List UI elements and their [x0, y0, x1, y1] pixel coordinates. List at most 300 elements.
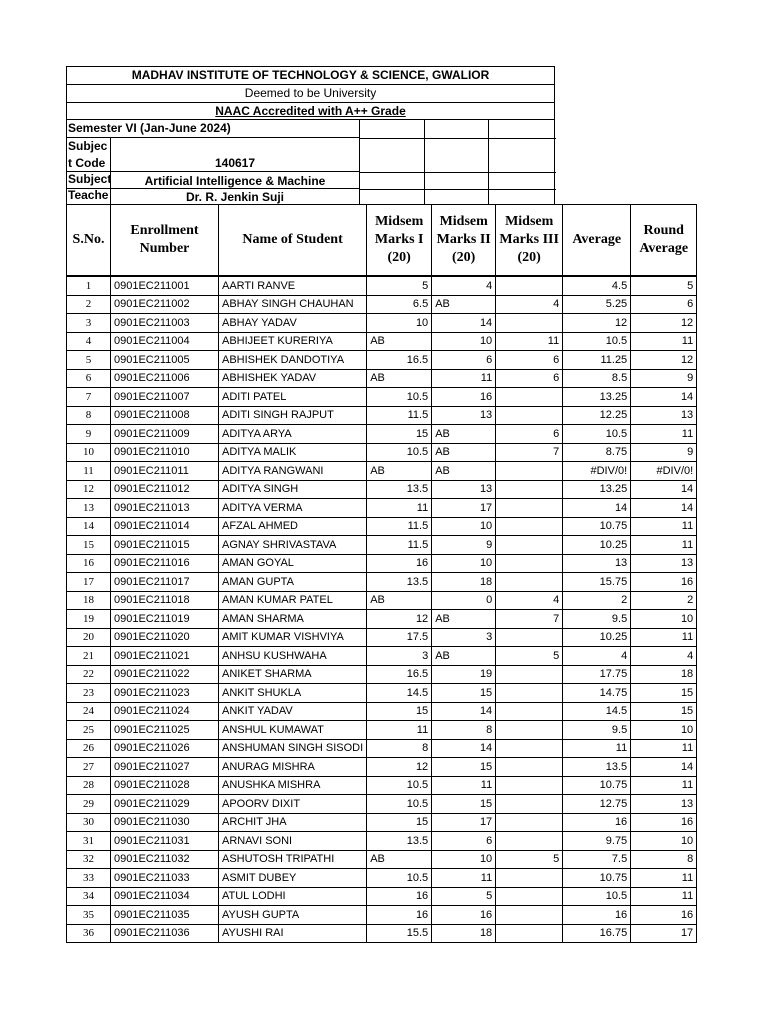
cell-midsem-3: 6 [496, 369, 563, 388]
cell-midsem-2: AB [432, 425, 496, 444]
cell-midsem-3 [496, 739, 563, 758]
table-row [67, 425, 697, 444]
cell-name: ARCHIT JHA [219, 813, 367, 832]
cell-name: ABHIJEET KURERIYA [219, 332, 367, 351]
cell-midsem-3: 4 [496, 591, 563, 610]
table-row [67, 739, 697, 758]
cell-sno: 3 [67, 314, 111, 333]
cell-midsem-1: AB [367, 850, 432, 869]
cell-sno: 15 [67, 536, 111, 555]
table-row [67, 351, 697, 370]
cell-midsem-1: AB [367, 462, 432, 481]
cell-sno: 13 [67, 499, 111, 518]
cell-midsem-2: 18 [432, 573, 496, 592]
cell-midsem-2: 16 [432, 906, 496, 925]
cell-sno: 34 [67, 887, 111, 906]
cell-round-average: 9 [631, 369, 697, 388]
cell-average: 10.5 [563, 887, 631, 906]
cell-name: ASHUTOSH TRIPATHI [219, 850, 367, 869]
cell-midsem-3 [496, 314, 563, 333]
cell-sno: 28 [67, 776, 111, 795]
col-header-round-average: Round Average [631, 205, 697, 277]
table-row [67, 665, 697, 684]
cell-midsem-3 [496, 536, 563, 555]
table-row [67, 795, 697, 814]
cell-round-average: 14 [631, 499, 697, 518]
cell-round-average: 6 [631, 295, 697, 314]
cell-sno: 35 [67, 906, 111, 925]
cell-round-average: 4 [631, 647, 697, 666]
cell-sno: 5 [67, 351, 111, 370]
cell-enrollment: 0901EC211034 [111, 887, 219, 906]
cell-average: 5.25 [563, 295, 631, 314]
table-row [67, 721, 697, 740]
cell-midsem-3 [496, 462, 563, 481]
cell-enrollment: 0901EC211024 [111, 702, 219, 721]
cell-midsem-1: 14.5 [367, 684, 432, 703]
cell-midsem-2: 19 [432, 665, 496, 684]
cell-sno: 17 [67, 573, 111, 592]
cell-midsem-2: 14 [432, 314, 496, 333]
cell-enrollment: 0901EC211019 [111, 610, 219, 629]
cell-midsem-3 [496, 906, 563, 925]
cell-enrollment: 0901EC211006 [111, 369, 219, 388]
cell-round-average: 11 [631, 332, 697, 351]
table-row [67, 462, 697, 481]
cell-midsem-1: 10.5 [367, 388, 432, 407]
cell-enrollment: 0901EC211023 [111, 684, 219, 703]
cell-sno: 29 [67, 795, 111, 814]
cell-midsem-2: 18 [432, 924, 496, 943]
table-row [67, 276, 697, 295]
col-header-sno: S.No. [67, 205, 111, 277]
cell-midsem-1: 11 [367, 721, 432, 740]
cell-midsem-3 [496, 758, 563, 777]
cell-enrollment: 0901EC211036 [111, 924, 219, 943]
cell-midsem-2: 17 [432, 499, 496, 518]
table-row [67, 647, 697, 666]
divider [359, 138, 556, 139]
cell-average: 4 [563, 647, 631, 666]
cell-sno: 4 [67, 332, 111, 351]
cell-name: ADITYA VERMA [219, 499, 367, 518]
cell-name: ANIKET SHARMA [219, 665, 367, 684]
cell-midsem-1: 10.5 [367, 795, 432, 814]
cell-enrollment: 0901EC211032 [111, 850, 219, 869]
table-row [67, 832, 697, 851]
cell-midsem-1: 10 [367, 314, 432, 333]
cell-name: ABHAY YADAV [219, 314, 367, 333]
cell-round-average: 11 [631, 776, 697, 795]
cell-name: APOORV DIXIT [219, 795, 367, 814]
cell-average: 2 [563, 591, 631, 610]
table-row [67, 332, 697, 351]
cell-round-average: 16 [631, 906, 697, 925]
cell-midsem-3 [496, 924, 563, 943]
cell-average: 13.5 [563, 758, 631, 777]
cell-average: 13.25 [563, 388, 631, 407]
info-block [66, 119, 555, 204]
university-status: Deemed to be University [66, 84, 555, 102]
cell-midsem-3 [496, 776, 563, 795]
cell-average: 10.75 [563, 776, 631, 795]
table-row [67, 610, 697, 629]
cell-round-average: 11 [631, 739, 697, 758]
cell-enrollment: 0901EC211014 [111, 517, 219, 536]
cell-sno: 32 [67, 850, 111, 869]
cell-round-average: 11 [631, 869, 697, 888]
cell-enrollment: 0901EC211033 [111, 869, 219, 888]
cell-average: 17.75 [563, 665, 631, 684]
cell-round-average: 13 [631, 795, 697, 814]
cell-midsem-2: 15 [432, 795, 496, 814]
cell-sno: 11 [67, 462, 111, 481]
cell-sno: 23 [67, 684, 111, 703]
subject-code-label-line2: t Code [68, 156, 106, 170]
cell-midsem-1: 13.5 [367, 573, 432, 592]
semester-label: Semester VI (Jan-June 2024) [68, 121, 231, 135]
cell-average: 10.25 [563, 628, 631, 647]
cell-sno: 18 [67, 591, 111, 610]
institute-title: MADHAV INSTITUTE OF TECHNOLOGY & SCIENCE, GWALIOR [66, 66, 555, 84]
cell-enrollment: 0901EC211022 [111, 665, 219, 684]
cell-average: 9.75 [563, 832, 631, 851]
cell-name: ANSHUMAN SINGH SISODI [219, 739, 367, 758]
cell-round-average: 8 [631, 850, 697, 869]
table-row [67, 591, 697, 610]
divider [359, 172, 556, 173]
cell-midsem-3 [496, 554, 563, 573]
cell-enrollment: 0901EC211035 [111, 906, 219, 925]
cell-sno: 27 [67, 758, 111, 777]
cell-midsem-3: 6 [496, 425, 563, 444]
cell-name: ADITYA SINGH [219, 480, 367, 499]
divider [488, 120, 489, 205]
cell-enrollment: 0901EC211031 [111, 832, 219, 851]
cell-midsem-3 [496, 480, 563, 499]
cell-round-average: 10 [631, 610, 697, 629]
cell-midsem-2: 13 [432, 480, 496, 499]
cell-round-average: #DIV/0! [631, 462, 697, 481]
cell-name: ANHSU KUSHWAHA [219, 647, 367, 666]
cell-midsem-2: 13 [432, 406, 496, 425]
cell-sno: 16 [67, 554, 111, 573]
cell-midsem-3 [496, 721, 563, 740]
marks-table [66, 204, 697, 943]
table-row [67, 813, 697, 832]
cell-midsem-2: 14 [432, 702, 496, 721]
col-header-enrollment: Enrollment Number [111, 205, 219, 277]
col-header-name: Name of Student [219, 205, 367, 277]
cell-average: 16.75 [563, 924, 631, 943]
cell-name: ADITI SINGH RAJPUT [219, 406, 367, 425]
cell-enrollment: 0901EC211021 [111, 647, 219, 666]
cell-midsem-1: 12 [367, 758, 432, 777]
cell-round-average: 17 [631, 924, 697, 943]
col-header-midsem-2: Midsem Marks II (20) [432, 205, 496, 277]
cell-midsem-1: 16.5 [367, 351, 432, 370]
cell-midsem-1: 8 [367, 739, 432, 758]
cell-midsem-1: 15 [367, 813, 432, 832]
col-header-midsem-1: Midsem Marks I (20) [367, 205, 432, 277]
cell-enrollment: 0901EC211008 [111, 406, 219, 425]
cell-name: ANSHUL KUMAWAT [219, 721, 367, 740]
cell-name: ADITYA RANGWANI [219, 462, 367, 481]
cell-sno: 10 [67, 443, 111, 462]
cell-average: 10.5 [563, 332, 631, 351]
cell-enrollment: 0901EC211020 [111, 628, 219, 647]
cell-midsem-1: 5 [367, 276, 432, 295]
cell-midsem-1: 15 [367, 702, 432, 721]
cell-average: 12.75 [563, 795, 631, 814]
cell-midsem-3 [496, 573, 563, 592]
cell-midsem-3 [496, 832, 563, 851]
table-row [67, 388, 697, 407]
cell-name: ANKIT YADAV [219, 702, 367, 721]
cell-average: 9.5 [563, 721, 631, 740]
cell-midsem-1: 11.5 [367, 517, 432, 536]
cell-enrollment: 0901EC211005 [111, 351, 219, 370]
cell-average: 16 [563, 813, 631, 832]
subject-code-cell [111, 138, 359, 172]
cell-round-average: 5 [631, 276, 697, 295]
cell-midsem-1: 11.5 [367, 536, 432, 555]
cell-midsem-3 [496, 499, 563, 518]
cell-enrollment: 0901EC211030 [111, 813, 219, 832]
divider [359, 120, 360, 205]
cell-midsem-1: 12 [367, 610, 432, 629]
cell-midsem-1: 16 [367, 554, 432, 573]
cell-sno: 1 [67, 276, 111, 295]
cell-enrollment: 0901EC211009 [111, 425, 219, 444]
cell-average: 4.5 [563, 276, 631, 295]
cell-midsem-2: AB [432, 610, 496, 629]
cell-name: AMAN SHARMA [219, 610, 367, 629]
cell-average: 10.75 [563, 869, 631, 888]
table-row [67, 628, 697, 647]
cell-midsem-2: 14 [432, 739, 496, 758]
cell-round-average: 10 [631, 721, 697, 740]
table-row [67, 776, 697, 795]
cell-average: 12 [563, 314, 631, 333]
cell-sno: 2 [67, 295, 111, 314]
table-row [67, 573, 697, 592]
cell-name: AMAN GOYAL [219, 554, 367, 573]
cell-round-average: 18 [631, 665, 697, 684]
cell-midsem-2: 11 [432, 369, 496, 388]
cell-enrollment: 0901EC211004 [111, 332, 219, 351]
cell-enrollment: 0901EC211002 [111, 295, 219, 314]
cell-enrollment: 0901EC211015 [111, 536, 219, 555]
cell-name: ATUL LODHI [219, 887, 367, 906]
cell-round-average: 11 [631, 628, 697, 647]
cell-midsem-3 [496, 665, 563, 684]
cell-average: 12.25 [563, 406, 631, 425]
cell-average: 7.5 [563, 850, 631, 869]
cell-midsem-2: 10 [432, 517, 496, 536]
cell-enrollment: 0901EC211025 [111, 721, 219, 740]
cell-average: 10.25 [563, 536, 631, 555]
cell-midsem-1: 17.5 [367, 628, 432, 647]
cell-round-average: 13 [631, 406, 697, 425]
cell-midsem-3 [496, 406, 563, 425]
cell-midsem-3: 5 [496, 850, 563, 869]
cell-midsem-1: 13.5 [367, 832, 432, 851]
cell-name: AFZAL AHMED [219, 517, 367, 536]
table-row [67, 517, 697, 536]
cell-midsem-1: 11.5 [367, 406, 432, 425]
cell-name: AYUSHI RAI [219, 924, 367, 943]
cell-sno: 22 [67, 665, 111, 684]
subject-code-label [67, 138, 111, 172]
cell-midsem-3 [496, 388, 563, 407]
cell-midsem-1: 11 [367, 499, 432, 518]
cell-average: 14.75 [563, 684, 631, 703]
cell-name: ABHISHEK DANDOTIYA [219, 351, 367, 370]
cell-round-average: 11 [631, 517, 697, 536]
cell-midsem-1: 15 [367, 425, 432, 444]
cell-sno: 24 [67, 702, 111, 721]
cell-sno: 20 [67, 628, 111, 647]
cell-name: AMIT KUMAR VISHVIYA [219, 628, 367, 647]
cell-enrollment: 0901EC211026 [111, 739, 219, 758]
cell-round-average: 12 [631, 314, 697, 333]
cell-enrollment: 0901EC211012 [111, 480, 219, 499]
cell-enrollment: 0901EC211028 [111, 776, 219, 795]
semester-row [67, 120, 359, 138]
cell-average: 15.75 [563, 573, 631, 592]
cell-round-average: 11 [631, 536, 697, 555]
cell-midsem-3: 6 [496, 351, 563, 370]
cell-midsem-3 [496, 795, 563, 814]
subject-label: Subject [68, 172, 112, 186]
cell-midsem-3 [496, 813, 563, 832]
cell-sno: 31 [67, 832, 111, 851]
cell-midsem-3: 7 [496, 610, 563, 629]
cell-sno: 26 [67, 739, 111, 758]
cell-round-average: 12 [631, 351, 697, 370]
table-row [67, 684, 697, 703]
teacher-name: Dr. R. Jenkin Suji [185, 190, 285, 204]
table-row [67, 554, 697, 573]
cell-midsem-2: 15 [432, 758, 496, 777]
table-header-row [67, 205, 697, 277]
subject-code-label-line1: Subjec [68, 139, 108, 153]
cell-midsem-2: 10 [432, 332, 496, 351]
cell-round-average: 15 [631, 684, 697, 703]
cell-sno: 30 [67, 813, 111, 832]
cell-enrollment: 0901EC211017 [111, 573, 219, 592]
cell-midsem-1: 10.5 [367, 443, 432, 462]
cell-name: ABHAY SINGH CHAUHAN [219, 295, 367, 314]
cell-midsem-2: 6 [432, 351, 496, 370]
cell-sno: 6 [67, 369, 111, 388]
cell-round-average: 16 [631, 573, 697, 592]
cell-name: AGNAY SHRIVASTAVA [219, 536, 367, 555]
table-row [67, 295, 697, 314]
cell-midsem-1: AB [367, 591, 432, 610]
cell-midsem-2: 6 [432, 832, 496, 851]
table-row [67, 924, 697, 943]
cell-midsem-2: 11 [432, 776, 496, 795]
cell-midsem-2: AB [432, 647, 496, 666]
table-row [67, 480, 697, 499]
cell-sno: 36 [67, 924, 111, 943]
cell-average: 11.25 [563, 351, 631, 370]
cell-name: ADITYA ARYA [219, 425, 367, 444]
table-row [67, 758, 697, 777]
cell-sno: 19 [67, 610, 111, 629]
cell-midsem-2: AB [432, 295, 496, 314]
cell-name: ABHISHEK YADAV [219, 369, 367, 388]
cell-round-average: 16 [631, 813, 697, 832]
cell-average: 11 [563, 739, 631, 758]
cell-midsem-3: 5 [496, 647, 563, 666]
subject-code-value: 140617 [214, 156, 256, 170]
cell-round-average: 10 [631, 832, 697, 851]
cell-name: ARNAVI SONI [219, 832, 367, 851]
cell-sno: 7 [67, 388, 111, 407]
cell-average: 13 [563, 554, 631, 573]
cell-midsem-2: 16 [432, 388, 496, 407]
cell-midsem-2: 15 [432, 684, 496, 703]
cell-midsem-3 [496, 702, 563, 721]
table-row [67, 406, 697, 425]
divider [424, 120, 425, 205]
col-header-midsem-3: Midsem Marks III (20) [496, 205, 563, 277]
table-row [67, 850, 697, 869]
cell-round-average: 11 [631, 887, 697, 906]
teacher-label-cell [67, 189, 111, 205]
cell-midsem-3 [496, 517, 563, 536]
cell-name: ANURAG MISHRA [219, 758, 367, 777]
cell-enrollment: 0901EC211007 [111, 388, 219, 407]
cell-enrollment: 0901EC211027 [111, 758, 219, 777]
cell-name: ANUSHKA MISHRA [219, 776, 367, 795]
cell-enrollment: 0901EC211001 [111, 276, 219, 295]
cell-midsem-2: 3 [432, 628, 496, 647]
cell-midsem-1: 16 [367, 906, 432, 925]
cell-midsem-1: 16 [367, 887, 432, 906]
cell-midsem-2: AB [432, 462, 496, 481]
cell-name: AARTI RANVE [219, 276, 367, 295]
cell-midsem-1: 10.5 [367, 869, 432, 888]
table-row [67, 906, 697, 925]
cell-sno: 8 [67, 406, 111, 425]
cell-name: ANKIT SHUKLA [219, 684, 367, 703]
teacher-label: Teache [68, 188, 109, 202]
cell-sno: 9 [67, 425, 111, 444]
table-row [67, 314, 697, 333]
cell-round-average: 11 [631, 425, 697, 444]
cell-average: 8.5 [563, 369, 631, 388]
cell-average: 10.5 [563, 425, 631, 444]
cell-midsem-3 [496, 276, 563, 295]
cell-midsem-1: 16.5 [367, 665, 432, 684]
cell-midsem-2: 10 [432, 554, 496, 573]
cell-name: AMAN KUMAR PATEL [219, 591, 367, 610]
cell-name: ADITYA MALIK [219, 443, 367, 462]
cell-enrollment: 0901EC211016 [111, 554, 219, 573]
table-row [67, 702, 697, 721]
cell-enrollment: 0901EC211010 [111, 443, 219, 462]
divider [359, 189, 556, 190]
cell-sno: 25 [67, 721, 111, 740]
cell-sno: 33 [67, 869, 111, 888]
cell-enrollment: 0901EC211003 [111, 314, 219, 333]
cell-midsem-3: 4 [496, 295, 563, 314]
cell-round-average: 14 [631, 758, 697, 777]
